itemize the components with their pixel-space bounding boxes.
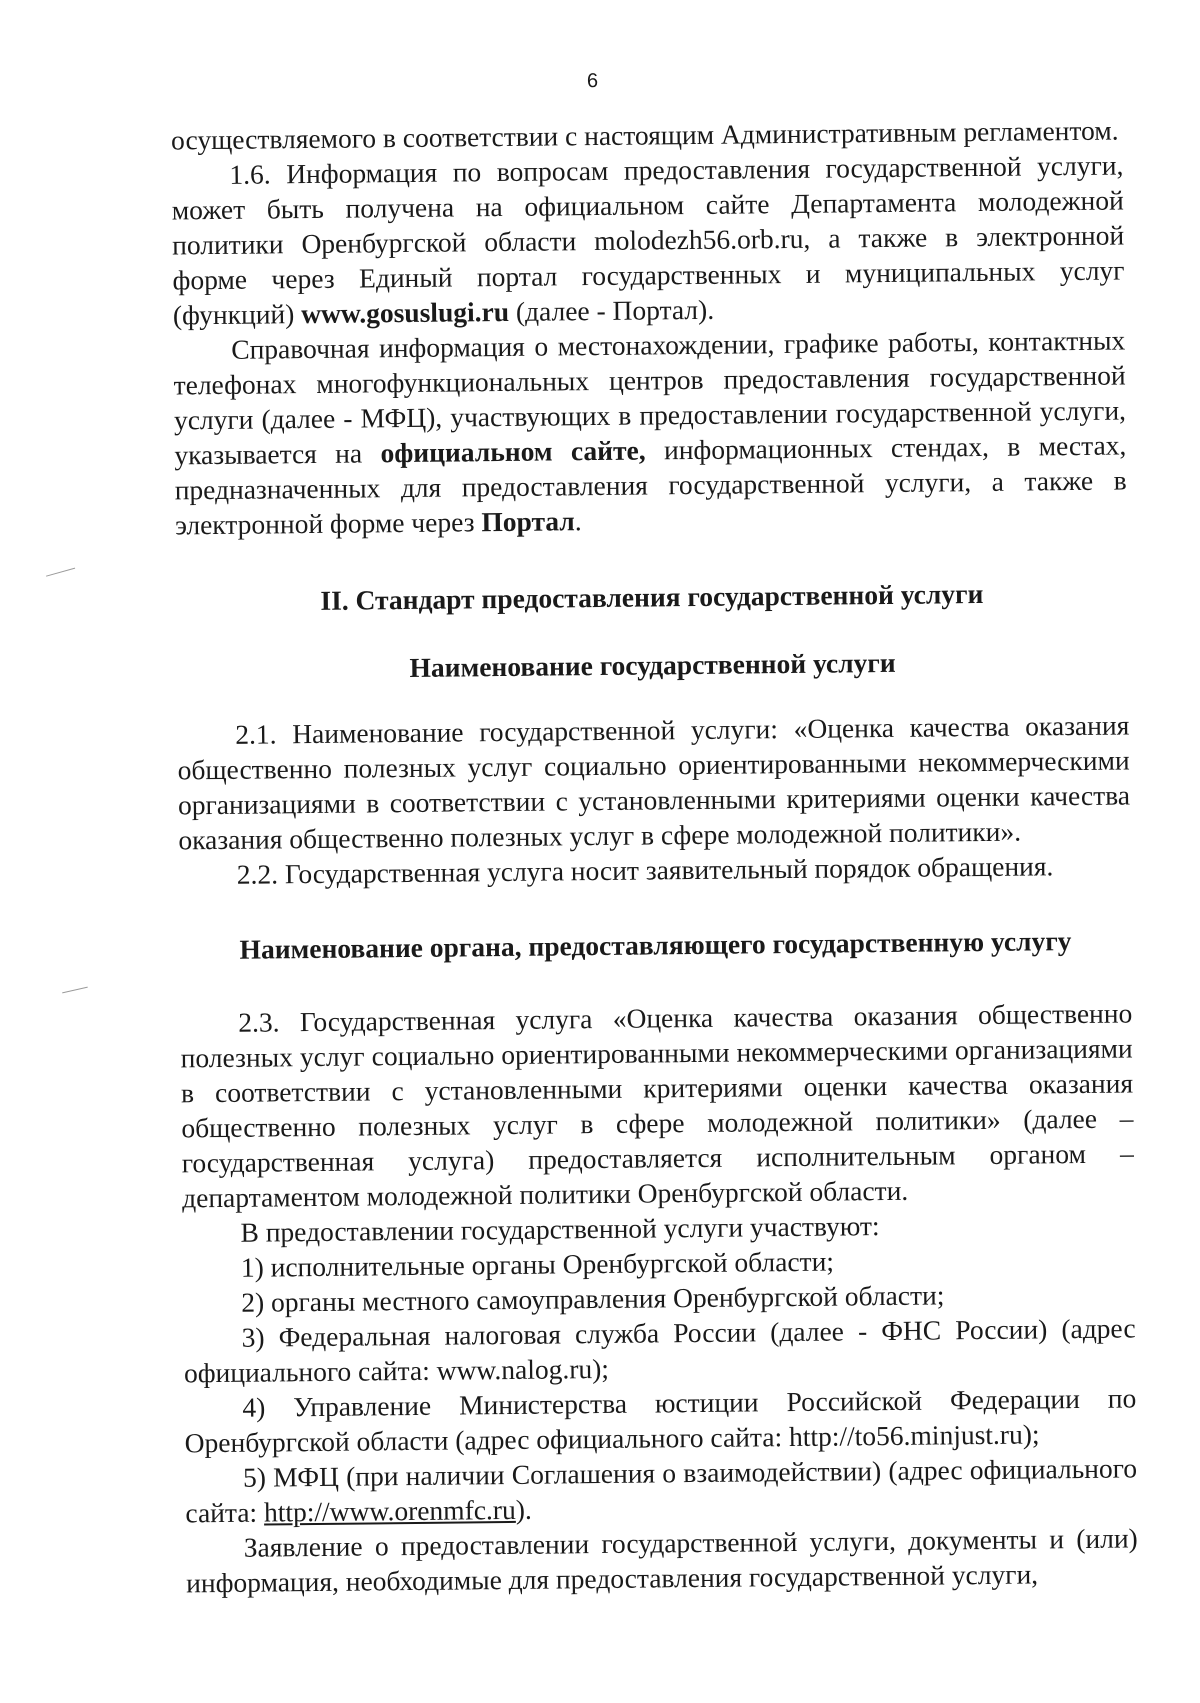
bold-official-site: официальном сайте, [380,434,646,469]
margin-scan-mark [62,987,88,994]
bold-portal: Портал [481,505,575,538]
list-item: 5) МФЦ (при наличии Соглашения о взаимодействии) (адрес официального сайта: http://www.orenmfc.ru). [185,1452,1138,1529]
list-item: 2) органы местного самоуправления Оренбургской области; [241,1279,945,1318]
paragraph-2-2: 2.2. Государственная услуга носит заявительный порядок обращения. [236,850,1054,890]
document-body [171,112,1138,1600]
mfc-link[interactable]: http://www.orenmfc.ru [263,1493,516,1528]
list-item: 1) исполнительные органы Оренбургской области; [240,1245,835,1283]
page-number: 6 [586,69,599,93]
list-item: 4) Управление Министерства юстиции Российской Федерации по Оренбургской области (адрес официального сайта: http://to56.minjust.ru); [184,1382,1137,1459]
portal-url: www.gosuslugi.ru [301,295,510,330]
paragraph-2-3: 2.3. Государственная услуга «Оценка качества оказания общественно полезных услуг социально ориентированными некоммерческими организациями в соответствии с установленными критериями оценки качества оказания общественно полезных услуг в сфере молодежной политики» (далее – государственная услуга) предоставляется исполнительным органом – департаментом молодежной политики Оренбургской области. [180,997,1134,1214]
paragraph-participants: В предоставлении государственной услуги участвуют: [240,1210,880,1248]
paragraph-application: Заявление о предоставлении государственной услуги, документы и (или) информация, необходимые для предоставления государственной услуги, [186,1522,1138,1599]
section-heading: II. Стандарт предоставления государственной услуги [320,577,984,616]
subheading-service-name: Наименование государственной услуги [409,646,896,683]
paragraph-2-1: 2.1. Наименование государственной услуги: «Оценка качества оказания общественно полезных услуг социально ориентированными некоммерческими организациями в соответствии с установленными критериями оценки качества оказания общественно полезных услуг в сфере молодежной политики». [177,709,1131,856]
paragraph-reference-info: Справочная информация о местонахождении, графике работы, контактных телефонах многофункциональных центров предоставления государственной услуги (далее - МФЦ), участвующих в предоставлении государственной услуги, указывается на официальном сайте, информационных стендах, в местах, предназначенных для предоставления государственной услуги, а также в электронной форме через Портал. [173,324,1127,541]
list-item: 3) Федеральная налоговая служба России (далее - ФНС России) (адрес официального сайта: www.nalog.ru); [183,1312,1136,1389]
paragraph-1-6: 1.6. Информация по вопросам предоставления государственной услуги, может быть получена на официальном сайте Департамента молодежной политики Оренбургской области molodezh56.orb.ru, а также в электронной форме через Единый портал государственных и муниципальных услуг (функций) www.gosuslugi.ru (далее - Портал). [171,149,1125,331]
subheading-authority: Наименование органа, предоставляющего государственную услугу [239,925,1072,965]
paragraph-continuation: осуществляемого в соответствии с настоящим Административным регламентом. [170,114,1119,156]
margin-scan-mark [46,568,75,577]
